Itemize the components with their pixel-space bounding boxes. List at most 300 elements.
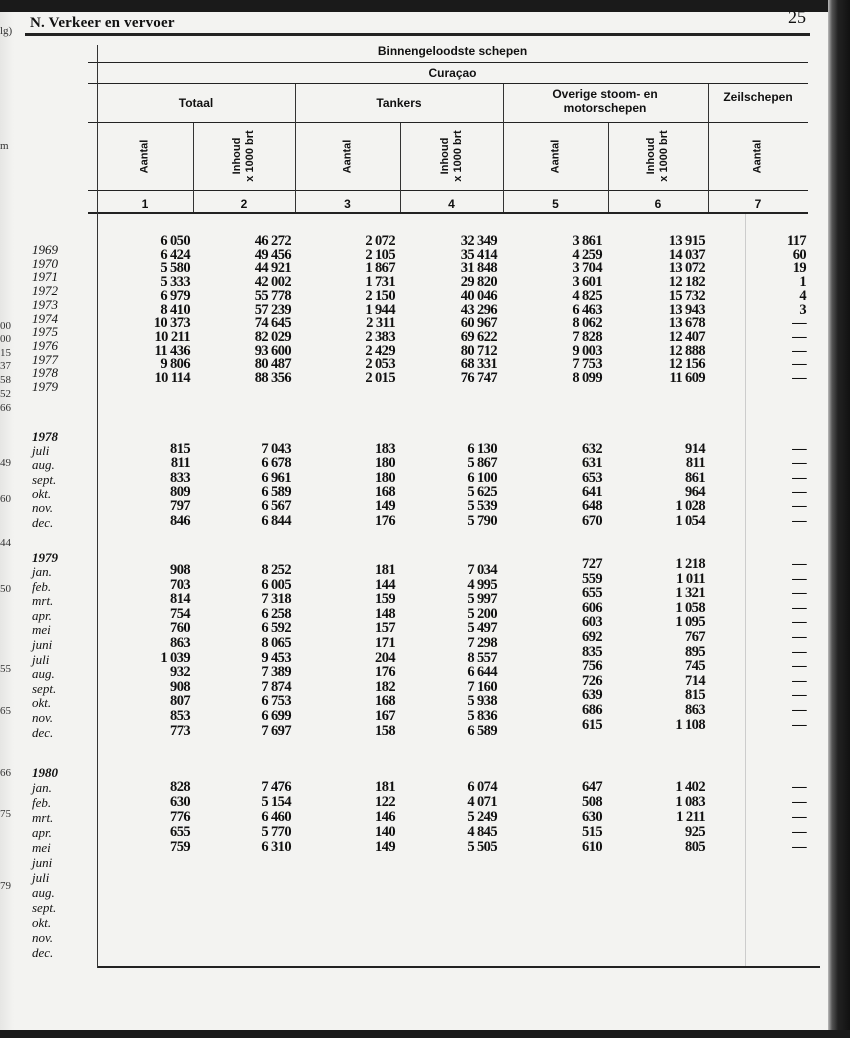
row-label: 1976 (32, 337, 58, 353)
table-cell: 157 (375, 620, 395, 637)
bottom-rule (97, 966, 820, 968)
table-cell: 655 (582, 585, 602, 602)
table-cell: 773 (170, 722, 190, 739)
row-label: 1973 (32, 296, 58, 312)
row-label: 1978 (32, 365, 58, 381)
margin-fragment: 79 (0, 880, 11, 892)
header-rule (88, 83, 808, 84)
table-cell: 9 003 (572, 342, 602, 359)
row-label: juni (32, 637, 53, 652)
row-label: okt. (32, 695, 52, 711)
table-cell: 5 997 (467, 591, 497, 608)
row-label: juni (32, 855, 53, 870)
header-region: Curaçao (428, 66, 477, 80)
group-zeilschepen: Zeilschepen (723, 90, 793, 104)
header-rule (88, 190, 808, 191)
margin-fragment: 75 (0, 808, 11, 820)
table-cell: 776 (170, 809, 190, 825)
column-number: 1 (141, 197, 149, 211)
table-cell: 7 697 (261, 722, 291, 739)
margin-fragment: m (0, 140, 9, 152)
column-number: 2 (240, 197, 248, 211)
top-rule (25, 33, 810, 36)
table-cell: 6 592 (261, 620, 291, 637)
table-cell: 615 (582, 716, 602, 733)
table-cell: 5 790 (467, 512, 497, 529)
margin-fragment: 66 (0, 767, 11, 779)
table-cell: 149 (375, 498, 395, 515)
row-label: aug. (32, 457, 55, 473)
table-cell: 908 (170, 562, 190, 578)
table-cell: 182 (375, 678, 395, 695)
table-cell: — (792, 556, 806, 572)
table-cell: — (792, 824, 806, 840)
table-cell: 964 (685, 483, 705, 500)
table-cell: 49 456 (254, 246, 291, 263)
margin-fragment: 55 (0, 663, 11, 675)
subcolumn-header-text: x 1000 brt (244, 130, 256, 182)
table-cell: 6 699 (261, 708, 291, 724)
table-cell: 10 114 (154, 370, 190, 386)
table-cell: 6 130 (467, 441, 497, 457)
table-cell: 3 (799, 301, 806, 318)
table-cell: 4 845 (467, 824, 497, 840)
table-cell: 1 218 (675, 556, 705, 572)
table-cell: 1 (799, 274, 806, 291)
table-cell: — (792, 702, 806, 718)
table-cell: — (792, 809, 806, 825)
table-cell: 7 043 (261, 441, 291, 457)
row-label: juli (32, 651, 50, 667)
row-label: 1971 (32, 269, 58, 285)
table-cell: 13 678 (668, 315, 705, 332)
table-cell: 13 072 (668, 260, 705, 277)
table-cell: 7 828 (572, 328, 602, 345)
section-year-header: 1980 (32, 765, 58, 780)
subcolumn-header: Aantal (138, 139, 151, 174)
table-cell: 508 (582, 794, 602, 810)
table-cell: 692 (582, 629, 602, 645)
table-cell: 1 028 (675, 498, 705, 515)
column-number: 6 (654, 197, 662, 211)
scan-right-edge (828, 0, 850, 1038)
group-totaal: Totaal (178, 96, 214, 110)
table-cell: 4 259 (572, 246, 602, 263)
table-cell: 5 770 (261, 824, 291, 840)
table-cell: — (792, 356, 806, 373)
row-label: feb. (32, 795, 52, 810)
table-cell: 1 011 (676, 570, 705, 587)
table-cell: 6 844 (261, 512, 291, 529)
table-cell: 117 (786, 233, 806, 249)
table-cell: — (792, 599, 806, 616)
margin-fragment: 15 (0, 347, 11, 359)
header-main: Binnengeloodste schepen (377, 44, 528, 58)
table-cell: — (792, 370, 806, 386)
table-cell: 12 407 (668, 328, 705, 345)
table-cell: 759 (170, 839, 190, 855)
table-cell: 6 678 (261, 455, 291, 472)
row-label: juli (32, 443, 50, 458)
table-cell: 76 747 (460, 370, 497, 386)
subcolumn-header (439, 124, 465, 188)
table-cell: 809 (170, 483, 190, 500)
table-cell: 5 249 (467, 809, 497, 825)
table-cell: 7 318 (261, 591, 291, 608)
table-cell: 183 (375, 441, 395, 457)
column-divider (503, 84, 504, 212)
table-cell: 15 732 (668, 287, 705, 304)
table-cell: — (792, 716, 806, 733)
table-cell: 1 867 (365, 260, 395, 277)
table-cell: 1 108 (675, 716, 705, 733)
table-cell: 122 (375, 794, 395, 810)
table-cell: — (792, 794, 806, 810)
table-cell: 714 (685, 672, 705, 689)
table-cell: 176 (375, 512, 395, 529)
margin-fragment: lg) (0, 25, 13, 37)
table-cell: 606 (582, 599, 602, 616)
table-cell: 1 054 (675, 512, 705, 529)
table-cell: 925 (685, 824, 705, 840)
table-cell: 631 (582, 455, 602, 472)
table-cell: 14 037 (668, 246, 705, 263)
table-cell: 13 915 (668, 233, 705, 249)
subcolumn-header (231, 124, 257, 188)
table-cell: 88 356 (254, 370, 291, 386)
section-year-header: 1979 (32, 550, 58, 565)
table-cell: 7 389 (261, 664, 291, 681)
table-cell: 69 622 (460, 328, 497, 345)
header-bottom-rule (88, 212, 808, 214)
table-cell: 57 239 (254, 301, 291, 318)
table-cell: 80 712 (460, 342, 497, 359)
table-cell: 3 861 (572, 233, 602, 249)
table-cell: 5 580 (160, 260, 190, 277)
table-cell: 4 825 (572, 287, 602, 304)
table-cell: 559 (582, 570, 602, 587)
column-divider (400, 123, 401, 212)
row-label: jan. (32, 564, 52, 579)
table-cell: 6 074 (467, 779, 497, 795)
row-label: sept. (32, 680, 57, 696)
subcolumn-header-text: Inhoud (438, 137, 451, 175)
table-cell: 807 (170, 693, 190, 710)
table-cell: 5 867 (467, 455, 497, 472)
table-cell: 515 (582, 824, 602, 840)
table-cell: 670 (582, 512, 602, 529)
table-cell: 6 979 (160, 287, 190, 304)
subcolumn-header: Aantal (549, 139, 561, 174)
table-cell: — (792, 779, 806, 795)
table-cell: 6 589 (467, 722, 497, 739)
row-label: apr. (32, 825, 52, 840)
table-cell: 9 806 (160, 356, 190, 373)
table-cell: — (792, 643, 806, 660)
subcolumn-header: Aantal (751, 139, 764, 174)
table-cell: 4 995 (467, 576, 497, 593)
table-cell: 181 (375, 779, 395, 795)
table-cell: 1 731 (365, 274, 395, 291)
table-cell: 60 (792, 246, 806, 263)
table-cell: 8 410 (160, 301, 190, 318)
table-cell: 603 (582, 614, 602, 631)
table-cell: 43 296 (460, 301, 497, 318)
table-cell: 7 753 (572, 356, 602, 373)
row-label: feb. (32, 578, 52, 594)
table-cell: 932 (170, 664, 190, 681)
table-cell: — (792, 629, 806, 645)
table-cell: 853 (170, 708, 190, 724)
table-cell: 180 (375, 469, 395, 486)
table-cell: — (792, 328, 806, 345)
table-cell: 29 820 (460, 274, 497, 291)
row-label: mrt. (32, 593, 54, 609)
subcolumn-header-text: Inhoud (231, 137, 243, 175)
table-cell: 6 424 (160, 246, 190, 263)
row-label: 1972 (32, 283, 58, 299)
table-cell: 171 (375, 635, 395, 651)
group-tankers: Tankers (376, 96, 422, 110)
table-cell: 149 (375, 839, 395, 855)
table-cell: 93 600 (254, 342, 291, 359)
table-cell: 6 644 (467, 664, 497, 681)
margin-fragment: 65 (0, 705, 11, 717)
table-left-border (97, 45, 98, 968)
margin-fragment: 52 (0, 388, 11, 400)
margin-fragment: 49 (0, 457, 11, 469)
table-cell: 140 (375, 824, 395, 840)
table-cell: 10 211 (154, 328, 190, 345)
table-cell: 2 311 (366, 315, 395, 332)
page-number: 25 (788, 7, 806, 27)
table-cell: 914 (685, 441, 705, 457)
table-cell: 1 039 (160, 649, 190, 666)
table-cell: 4 (799, 287, 806, 304)
table-cell: 19 (792, 260, 806, 277)
table-cell: — (792, 315, 806, 332)
table-cell: 10 373 (153, 315, 190, 332)
table-cell: 3 601 (572, 274, 602, 291)
row-label: sept. (32, 471, 57, 487)
table-cell: 13 943 (668, 301, 705, 318)
table-cell: 655 (170, 824, 190, 840)
row-label: mei (32, 622, 51, 638)
table-cell: 828 (170, 779, 190, 795)
column-number: 7 (754, 197, 762, 211)
table-cell: 60 967 (460, 315, 497, 332)
table-cell: 1 402 (675, 779, 705, 795)
table-cell: 7 298 (467, 635, 497, 651)
scan-top-edge (0, 0, 850, 12)
row-label: mrt. (32, 810, 54, 825)
table-cell: 6 310 (261, 839, 291, 855)
table-cell: 168 (375, 693, 395, 710)
table-cell: 6 258 (261, 605, 291, 622)
table-cell: 5 154 (261, 794, 291, 810)
table-cell: 8 065 (261, 635, 291, 651)
row-label: 1975 (32, 324, 58, 340)
table-cell: 863 (170, 635, 190, 651)
row-label: 1969 (32, 242, 58, 257)
table-cell: 703 (170, 576, 190, 593)
table-cell: 5 539 (467, 498, 497, 515)
table-cell: 5 200 (467, 605, 497, 622)
table-cell: 895 (685, 643, 705, 660)
margin-fragment: 44 (0, 537, 11, 549)
row-label: jan. (32, 780, 52, 795)
column-divider (193, 123, 194, 212)
table-cell: 1 058 (675, 599, 705, 616)
table-cell: 68 331 (460, 356, 497, 373)
table-cell: 167 (375, 708, 395, 724)
table-cell: 754 (170, 605, 190, 622)
table-cell: 815 (685, 687, 705, 704)
table-cell: 6 961 (261, 469, 291, 486)
table-cell: 11 436 (154, 342, 190, 359)
table-cell: 82 029 (254, 328, 291, 345)
table-cell: 863 (685, 702, 705, 718)
table-cell: 1 321 (675, 585, 705, 602)
table-cell: 46 272 (254, 233, 291, 249)
column-number: 3 (344, 197, 351, 211)
table-cell: 630 (170, 794, 190, 810)
row-label: aug. (32, 666, 55, 682)
subcolumn-header: Aantal (341, 139, 353, 174)
group-overige: Overige stoom- en motorschepen (552, 87, 658, 115)
margin-fragment: 50 (0, 583, 11, 595)
row-label: nov. (32, 930, 54, 945)
table-cell: 1 095 (675, 614, 705, 631)
table-cell: 805 (685, 839, 705, 855)
table-cell: 2 072 (365, 233, 395, 249)
table-cell: 630 (582, 809, 602, 825)
table-cell: 8 252 (261, 562, 291, 578)
table-cell: — (792, 455, 806, 472)
scan-bottom-edge (0, 1030, 850, 1038)
margin-fragment: 00 (0, 320, 11, 332)
table-cell: 767 (685, 629, 705, 645)
table-cell: — (792, 687, 806, 704)
row-label: nov. (32, 710, 54, 725)
subcolumn-header (645, 124, 671, 188)
table-cell: 5 333 (160, 274, 190, 291)
row-label: sept. (32, 900, 57, 915)
table-cell: 146 (375, 809, 395, 825)
subcolumn-header-text: x 1000 brt (451, 130, 464, 182)
table-cell: 861 (685, 469, 705, 486)
row-label: 1974 (32, 310, 58, 326)
row-label: okt. (32, 485, 52, 501)
table-cell: 8 557 (467, 649, 497, 666)
table-cell: 31 848 (460, 260, 497, 277)
table-cell: 5 625 (467, 483, 497, 500)
table-cell: 727 (582, 556, 602, 572)
margin-fragment: 58 (0, 374, 11, 386)
table-cell: 176 (375, 664, 395, 681)
table-cell: 2 383 (365, 328, 395, 345)
row-label: 1970 (32, 255, 58, 271)
table-cell: 55 778 (254, 287, 291, 304)
table-cell: 6 100 (467, 469, 497, 486)
table-cell: 32 349 (460, 233, 497, 249)
table-cell: 2 429 (365, 342, 395, 359)
header-rule (88, 62, 808, 63)
table-cell: 686 (582, 702, 602, 718)
table-cell: 632 (582, 441, 602, 457)
table-cell: 6 463 (572, 301, 602, 318)
table-cell: 3 704 (572, 260, 602, 277)
table-cell: — (792, 469, 806, 486)
table-cell: 797 (170, 498, 190, 515)
table-cell: — (792, 570, 806, 587)
table-cell: — (792, 585, 806, 602)
section-year-header: 1978 (32, 429, 58, 444)
header-rule (88, 122, 808, 123)
row-label: juli (32, 870, 50, 885)
table-cell: 835 (582, 643, 602, 660)
table-cell: — (792, 839, 806, 855)
subcolumn-header-text: x 1000 brt (658, 130, 670, 182)
row-label: mei (32, 840, 51, 855)
table-cell: — (792, 672, 806, 689)
table-cell: — (792, 498, 806, 515)
table-cell: 204 (375, 649, 395, 666)
table-cell: 814 (170, 591, 190, 608)
table-cell: 11 609 (669, 370, 705, 386)
table-cell: 833 (170, 469, 190, 486)
table-cell: 74 645 (254, 315, 291, 332)
margin-fragment: 37 (0, 360, 11, 372)
row-label: okt. (32, 915, 52, 930)
table-cell: 1 944 (365, 301, 395, 318)
row-label: dec. (32, 945, 54, 960)
table-cell: 648 (582, 498, 602, 515)
table-cell: 12 182 (668, 274, 705, 291)
table-cell: 5 938 (467, 693, 497, 710)
row-label: aug. (32, 885, 55, 900)
table-cell: 168 (375, 483, 395, 500)
table-cell: 12 156 (668, 356, 705, 373)
table-cell: 2 015 (365, 370, 395, 386)
table-cell: 159 (375, 591, 395, 608)
table-cell: 1 211 (676, 809, 705, 825)
table-cell: 2 105 (365, 246, 395, 263)
table-cell: 2 053 (365, 356, 395, 373)
table-cell: 12 888 (668, 342, 705, 359)
table-cell: 811 (685, 455, 705, 472)
table-cell: 2 150 (365, 287, 395, 304)
table-cell: 639 (582, 687, 602, 704)
table-cell: 641 (582, 483, 602, 500)
row-label: dec. (32, 724, 54, 740)
table-cell: 44 921 (254, 260, 291, 277)
table-cell: 6 050 (160, 233, 190, 249)
table-cell: 726 (582, 672, 602, 689)
table-cell: 148 (375, 605, 395, 622)
table-cell: 181 (375, 562, 395, 578)
table-cell: 80 487 (254, 356, 291, 373)
table-cell: 8 099 (572, 370, 602, 386)
table-cell: 811 (170, 455, 190, 472)
table-cell: 846 (170, 512, 190, 529)
column-divider (608, 123, 609, 212)
table-cell: 6 753 (261, 693, 291, 710)
table-cell: 9 453 (261, 649, 291, 666)
table-cell: 5 505 (467, 839, 497, 855)
subcolumn-header-text: Inhoud (645, 137, 657, 175)
table-cell: 653 (582, 469, 602, 486)
